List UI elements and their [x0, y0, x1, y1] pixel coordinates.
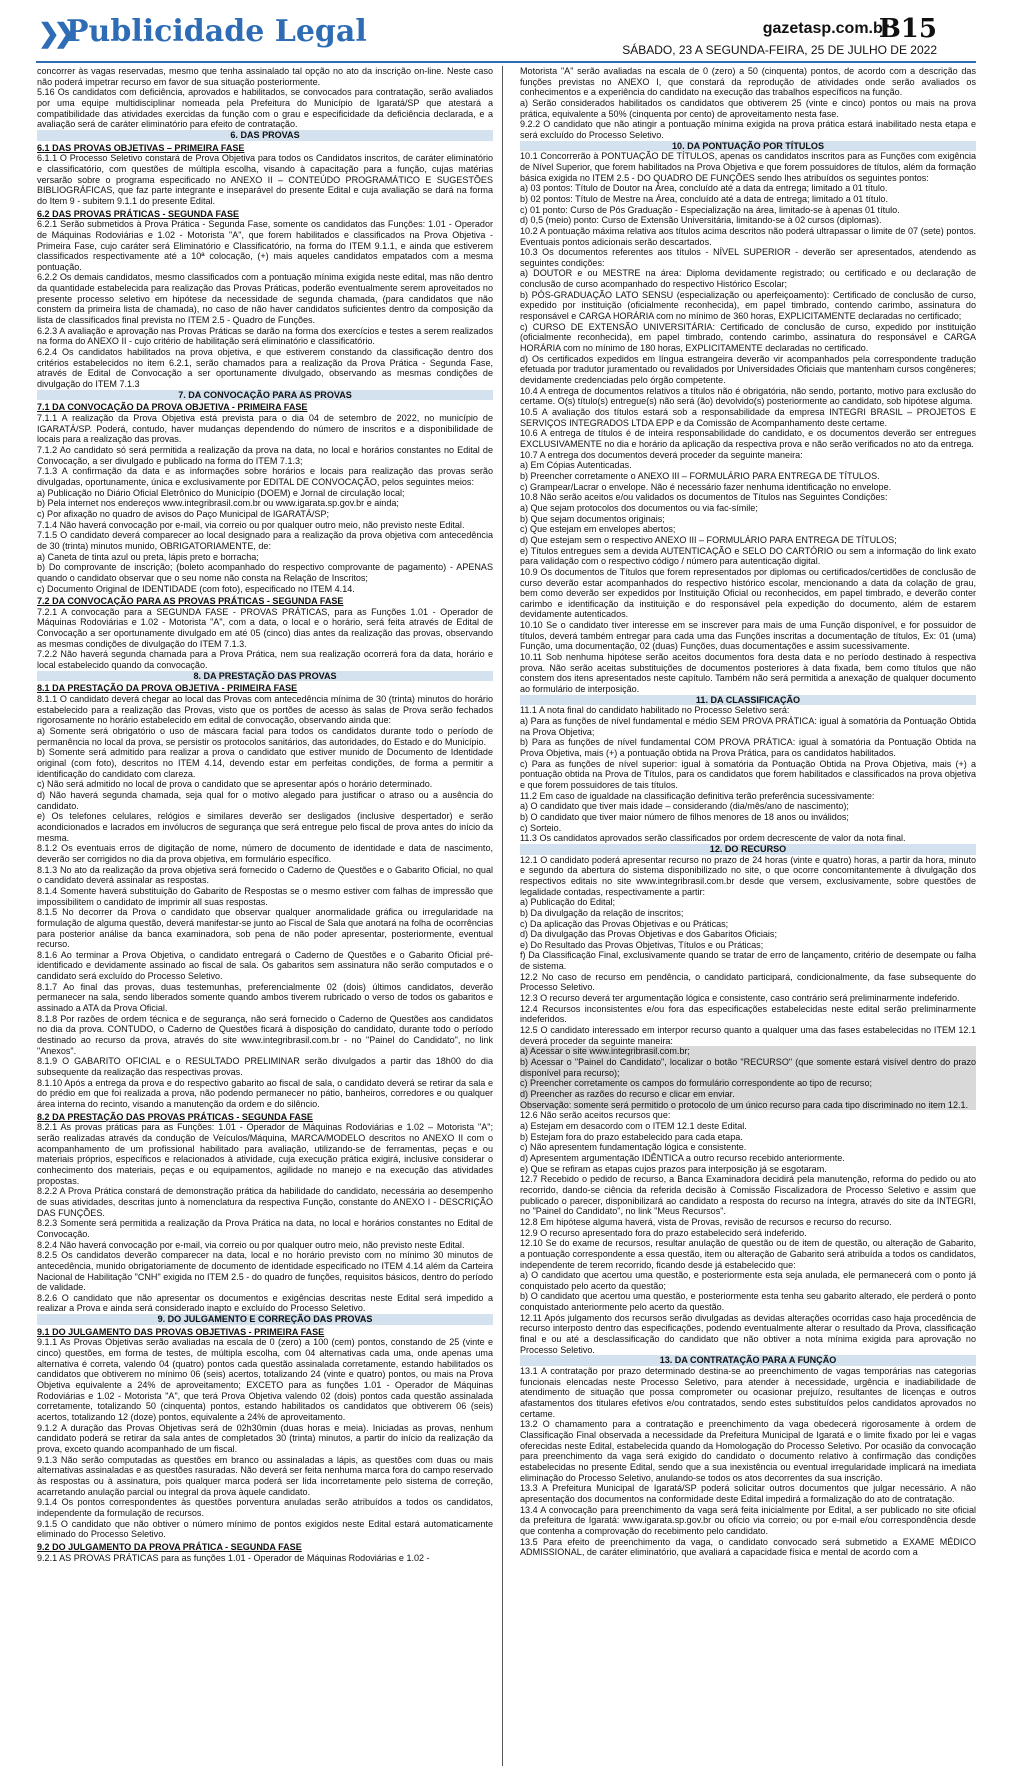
paragraph: 13.4 A convocação para preenchimento da vaga será feita inicialmente por Edital, a ser publicado no site oficial da prefeitura de Igaratá: www.igarata.sp.gov.br ou ofício via correio; ou por e-mail e/ou correspondência desde que contenha a comprovação do recebimento pelo candidato. — [520, 1504, 976, 1536]
paragraph: 9.2.1 AS PROVAS PRÁTICAS para as funções 1.01 - Operador de Máquinas Rodoviárias e 1.02 - — [37, 1552, 430, 1563]
paragraph: d) 0,5 (meio) ponto: Curso de Extensão Universitária, limitando-se à 02 cursos (diplomas). — [520, 215, 882, 226]
paragraph: b) Estejam fora do prazo estabelecido para cada etapa. — [520, 1131, 743, 1142]
paragraph: d) Os certificados expedidos em língua estrangeira deverão vir acompanhados pela correspondente tradução efetuada por tradutor juramentado ou revalidados por Universidades Oficiais que mantenham cursos congêneres; devidamente credenciadas pelo órgão competente. — [520, 353, 976, 386]
paragraph: 9.1.4 Os pontos correspondentes às questões porventura anuladas serão atribuídos a todos os candidatos, independente da formulação de recursos. — [37, 1497, 493, 1518]
section-title: Publicidade Legal — [66, 14, 367, 49]
paragraph: 13.1 A contratação por prazo determinado destina-se ao preenchimento de vagas temporárias nas categorias funcionais elencadas neste Processo Seletivo, para atender à necessidade, urgência e inadiabilidade de atendimento de situação que possa comprometer ou ocasionar prejuízo, resultantes de licenças e outros afastamentos dos titulares efetivos e/ou contratados, sendo estes substituídos pelos candidatos aprovados no certame. — [520, 1366, 976, 1419]
paragraph: 7.2.1 A convocação para a SEGUNDA FASE - PROVAS PRÁTICAS, para as Funções 1.01 - Operador de Máquinas Rodoviárias e 1.02 - Motorista "A", com a data, o local e o horário, será feita através de Edital de Convocação a ser oportunamente divulgado em até 05 (cinco) dias antes da realização das provas, observando as mesmas condições de divulgação do ITEM 7.1.3. — [37, 606, 493, 649]
paragraph: c) Não será admitido no local de prova o candidato que se apresentar após o horário determinado. — [37, 779, 433, 790]
paragraph: 8.2.6 O candidato que não apresentar os documentos e exigências descritas neste Edital será impedido a realizar a Prova e ainda será considerado inapto e excluído do Processo Seletivo. — [37, 1292, 493, 1314]
paragraph: c) 01 ponto: Curso de Pós Graduação - Especialização na área, limitado-se à apenas 01 título. — [520, 204, 900, 215]
section-heading: 13. DA CONTRATAÇÃO PARA A FUNÇÃO — [520, 1355, 976, 1366]
paragraph: a) O candidato que acertou uma questão, e posteriormente esta seja anulada, ele permanecerá com o ponto já conquistado pelo acerto da questão; — [520, 1270, 976, 1291]
paragraph: c) CURSO DE EXTENSÃO UNIVERSITÁRIA: Certificado de conclusão de curso, expedido por instituição (oficialmente reconhecida), em papel timbrado, contendo carimbo, assinatura do responsável e CARGA HORÁRIA com no mínimo de 180 horas, EXPLICITAMENTE declaradas no certificado. — [520, 321, 976, 354]
paragraph: f) Da Classificação Final, exclusivamente quando se tratar de erro de lançamento, critério de desempate ou falha de sistema. — [520, 950, 976, 972]
paragraph: c) Documento Original de IDENTIDADE (com foto), especificado no ITEM 4.14. — [37, 583, 355, 594]
paragraph: 8.1.2 Os eventuais erros de digitação de nome, número de documento de identidade e data de nascimento, deverão ser corrigidos no dia da prova objetiva, em formulário específico. — [37, 843, 493, 864]
paragraph: c) Por afixação no quadro de avisos do Paço Municipal de IGARATÁ/SP; — [37, 508, 329, 519]
paragraph: e) Títulos entregues sem a devida AUTENTICAÇÃO e SELO DO CARTÓRIO ou sem a informação do link exato para validação com o respectivo código / número para autenticação digital. — [520, 545, 976, 567]
paragraph: d) Apresentem argumentação IDÊNTICA a outro recurso recebido anteriormente. — [520, 1152, 845, 1163]
paragraph: e) Que se refiram as etapas cujos prazos para interposição já se esgotaram. — [520, 1163, 827, 1174]
paragraph: a) Somente será obrigatório o uso de máscara facial para todos os candidatos durante todo o período de permanência no local da prova, se persistir os protocolos sanitários, das autoridades, do Estado e do Município. — [37, 726, 493, 747]
chevron-right-icon: ❯❯ — [38, 18, 70, 48]
paragraph: 8.1.10 Após a entrega da prova e do respectivo gabarito ao fiscal de sala, o candidato deverá se retirar da sala e do prédio em que foi realizada a prova, não podendo permanecer no pátio, banheiros, corredores e ou qualquer área interna do recinto, visando a manutenção da ordem e do silêncio. — [37, 1077, 493, 1109]
paragraph: 11.1 A nota final do candidato habilitado no Processo Seletivo será: — [520, 705, 790, 716]
paragraph: 8.2.4 Não haverá convocação por e-mail, via correio ou por qualquer outro meio, não previsto neste Edital. — [37, 1239, 465, 1250]
paragraph: c) Grampear/Lacrar o envelope. Não é necessário fazer nenhuma identificação no envelope. — [520, 481, 892, 492]
paragraph: a) Caneta de tinta azul ou preta, lápis preto e borracha; — [37, 551, 259, 562]
section-heading: 10. DA PONTUAÇÃO POR TÍTULOS — [520, 141, 976, 152]
paragraph: d) Que estejam sem o respectivo ANEXO III – FORMULÁRIO PARA ENTREGA DE TÍTULOS; — [520, 534, 897, 545]
paragraph: 7.1.2 Ao candidato só será permitida a realização da prova na data, no local e horários constantes no Edital de Convocação, a ser divulgado e publicado na forma do ITEM 7.1.3; — [37, 444, 493, 466]
paragraph: a) Publicação no Diário Oficial Eletrônico do Município (DOEM) e Jornal de circulação local; — [37, 487, 405, 498]
paragraph: 7.1.4 Não haverá convocação por e-mail, via correio ou por qualquer outro meio, não previsto neste Edital. — [37, 519, 465, 530]
highlighted-paragraph: d) Preencher as razões do recurso e clicar em enviar. — [520, 1089, 976, 1100]
column-divider — [502, 66, 503, 1766]
paragraph: a) 03 pontos: Título de Doutor na Área, concluído até a data da entrega; limitado a 01 título. — [520, 183, 888, 194]
right-column — [520, 66, 976, 1770]
paragraph: concorrer às vagas reservadas, mesmo que tenha assinalado tal opção no ato da inscrição on-line. Neste caso não poderá impetrar recurso em favor de sua situação posteriormente. — [37, 66, 493, 87]
left-column — [37, 66, 493, 1770]
paragraph: 9.1.1 As Provas Objetivas serão avaliadas na escala de 0 (zero) a 100 (cem) pontos, constando de 25 (vinte e cinco) questões, em forma de testes, de múltipla escolha, com 04 alternativas cada uma, onde apenas uma alternativa é correta, valendo 04 (quatro) pontos cada questão assinalada corretamente, estando habilitados os candidatos que obtiverem no mínimo 06 (seis) acertos, totalizando 24 (vinte e quatro) pontos, ou mais na Prova Objetiva equivalente a 24% de aproveitamento; EXCETO para as funções 1.01 - Operador de Máquinas Rodoviárias e 1.02 - Motorista "A", que terá Prova Objetiva valendo 02 (dois) pontos cada questão assinalada corretamente, totalizando 50 (cinquenta) pontos, estando habilitados os candidatos que obtiverem 06 (seis) acertos, totalizando 12 (doze) pontos, equivalente a 24% de aproveitamento. — [37, 1337, 493, 1423]
paragraph: b) Do comprovante de inscrição; (boleto acompanhado do respectivo comprovante de pagamento) - APENAS quando o candidato observar que o seu nome não consta na Relação de Inscritos; — [37, 562, 493, 583]
paragraph: 12.7 Recebido o pedido de recurso, a Banca Examinadora decidirá pela manutenção, reforma do pedido ou ato recorrido, dando-se ciência da referida decisão à Comissão Fiscalizadora de Processo Seletivo e assim que publicado o parecer, disponibilizará ao candidato a resposta do recurso na íntegra, através do site da INTEGRI, no "Painel do Candidato", no link "Meus Recursos". — [520, 1174, 976, 1217]
paragraph: 6.2.1 Serão submetidos à Prova Prática - Segunda Fase, somente os candidatos das Funções: 1.01 - Operador de Máquinas Rodoviárias e 1.02 - Motorista "A", que forem habilitados e classificados na Prova Objetiva - Primeira Fase, cujo caráter será Eliminatório e Classificatório, na forma do ITEM 9.1.1, e ainda que estiverem classificados respectivamente até a 10ª colocação, (+) mais aqueles candidatos empatados com a mesma pontuação. — [37, 219, 493, 272]
paragraph: 10.4 A entrega de documentos relativos a títulos não é obrigatória, não sendo, portanto, motivo para exclusão do certame. O(s) título(s) entregue(s) não será (ão) devolvido(s) posteriormente ao candidato, sob hipótese alguma. — [520, 385, 976, 407]
page-number: B15 — [878, 14, 937, 44]
paragraph: a) DOUTOR e ou MESTRE na área: Diploma devidamente registrado; ou certificado e ou declaração de conclusão de curso acompanhado do respectivo Histórico Escolar; — [520, 268, 976, 290]
paragraph: b) O candidato que acertou uma questão, e posteriormente esta tenha seu gabarito alterado, ele perderá o ponto conquistado anteriormente pelo acerto da questão. — [520, 1291, 976, 1313]
paragraph: 12.1 O candidato poderá apresentar recurso no prazo de 24 horas (vinte e quatro) horas, a partir da hora, minuto e segundo da abertura do sistema disponibilizado no site, o que ocorre concomitantemente à divulgação dos respectivos editais no site www.integribrasil.com.br desde que versem, exclusivamente, sobre questões de legalidade contadas, respectivamente a partir: — [520, 854, 976, 897]
masthead — [0, 0, 1011, 62]
paragraph: 7.1.1 A realização da Prova Objetiva está prevista para o dia 04 de setembro de 2022, no município de IGARATÁ/SP. Poderá, contudo, haver mudanças dependendo do número de inscritos e a disponibilidade de locais para a realização das provas. — [37, 413, 493, 445]
paragraph: 8.1.4 Somente haverá substituição do Gabarito de Respostas se o mesmo estiver com falhas de impressão que impossibilitem o candidato de imprimir all suas respostas. — [37, 885, 493, 907]
paragraph: c) Da aplicação das Provas Objetivas e ou Práticas; — [520, 918, 729, 929]
subsection-heading: 7.1 DA CONVOCAÇÃO DA PROVA OBJETIVA - PRIMEIRA FASE — [37, 402, 308, 413]
paragraph: 10.9 Os documentos de Títulos que forem representados por diplomas ou certificados/certidões de conclusão de curso deverão estar acompanhados do respectivo histórico escolar, mencionando a data da colação de grau, bem como deverão ser expedidos por Instituição Oficial ou reconhecidos, em papel timbrado, e deverão conter carimbo e identificação da instituição e do responsável pela expedição do documento, além de estarem devidamente autenticados. — [520, 566, 976, 620]
section-heading: 11. DA CLASSIFICAÇÃO — [520, 695, 976, 706]
highlighted-paragraph: c) Preencher corretamente os campos do formulário correspondente ao tipo de recurso; — [520, 1078, 976, 1089]
paragraph: 10.3 Os documentos referentes aos títulos - NÍVEL SUPERIOR - deverão ser apresentados, atendendo as seguintes condições: — [520, 247, 976, 268]
paragraph: 7.2.2 Não haverá segunda chamada para a Prova Prática, nem sua realização ocorrerá fora da data, horário e local estabelecido quando da convocação. — [37, 649, 493, 671]
paragraph: 11.2 Em caso de igualdade na classificação definitiva terão preferência sucessivamente: — [520, 790, 875, 801]
paragraph: d) Da divulgação das Provas Objetivas e dos Gabaritos Oficiais; — [520, 929, 777, 940]
paragraph: 8.2.1 As provas práticas para as Funções: 1.01 - Operador de Máquinas Rodoviárias e 1.02 – Motorista "A"; serão realizadas através da condução de Veículos/Máquina, MARCA/MODELO descritos no ANEXO II com o acompanhamento de um profissional habilitado para avaliação, utilizando-se de ferramentas, peças e ou materiais próprios, específicos e relacionados à atividade, cuja execução prática exigirá, inclusive considerar o conhecimento dos materiais, peças e ou equipamentos, agilidade no manejo e na execução das atividades propostas. — [37, 1122, 493, 1186]
paragraph: e) Do Resultado das Provas Objetivas, Títulos e ou Práticas; — [520, 939, 764, 950]
paragraph: d) Não haverá segunda chamada, seja qual for o motivo alegado para justificar o atraso ou a ausência do candidato. — [37, 789, 493, 811]
paragraph: 12.9 O recurso apresentado fora do prazo estabelecido será indeferido. — [520, 1227, 807, 1238]
paragraph: a) Que sejam protocolos dos documentos ou via fac-símile; — [520, 502, 758, 513]
paragraph: c) Não apresentem fundamentação lógica e consistente. — [520, 1142, 747, 1153]
paragraph: 8.1.5 No decorrer da Prova o candidato que observar qualquer anormalidade gráfica ou irregularidade na formulação de alguma questão, deverá manifestar-se junto ao Fiscal de Sala que anotará na folha de ocorrências para posterior análise da banca examinadora, sob pena de não poder apresentar, posteriormente, eventual recurso. — [37, 907, 493, 950]
paragraph: 9.1.3 Não serão computadas as questões em branco ou assinaladas a lápis, as questões com duas ou mais alternativas assinaladas e as questões rasuradas. Não deverá ser feita nenhuma marca fora do campo reservado às respostas ou à assinatura, pois qualquer marca poderá ser lida incorretamente pelo sistema de correção, acarretando anulação parcial ou integral da prova àquele candidato. — [37, 1454, 493, 1497]
paragraph: 7.1.5 O candidato deverá comparecer ao local designado para a realização da prova objetiva com antecedência de 30 (trinta) minutos munido, OBRIGATORIAMENTE, de: — [37, 530, 493, 551]
paragraph: 8.1.3 No ato da realização da prova objetiva será fornecido o Caderno de Questões e o Gabarito Oficial, no qual o candidato deverá assinalar as respostas. — [37, 864, 493, 886]
paragraph: b) Que sejam documentos originais; — [520, 513, 665, 524]
section-heading: 6. DAS PROVAS — [37, 130, 493, 141]
highlighted-paragraph: a) Acessar o site www.integribrasil.com.br; — [520, 1046, 976, 1057]
paragraph: 6.2.4 Os candidatos habilitados na prova objetiva, e que estiverem constando da classificação dentro dos critérios estabelecidos no item 6.2.1, serão chamados para a realização da Prova Prática - Segunda Fase, através de Edital de Convocação a ser oportunamente divulgado, observando as mesmas condições de divulgação do ITEM 7.1.3 — [37, 347, 493, 390]
header-rule — [36, 61, 976, 63]
paragraph: 12.10 Se do exame de recursos, resultar anulação de questão ou de item de questão, ou alteração de Gabarito, a pontuação correspondente a essa questão, item ou alteração de Gabarito será atribuída a todos os candidatos, independente de terem recorrido, ficando desde já estabelecido que: — [520, 1238, 976, 1270]
paragraph: 13.2 O chamamento para a contratação e preenchimento da vaga obedecerá rigorosamente à ordem de Classificação Final observada a necessidade da Prefeitura Municipal de Igaratá e o limite fixado por lei e vagas oferecidas neste Edital, estabelecida quando da Homologação do Processo Seletivo. Por ocasião da convocação para preenchimento da vaga será exigido do candidato o documento relativo à confirmação das condições estabelecidas no presente Edital, sendo que a sua inexistência ou eventual irregularidade implicará na imediata eliminação do Processo Seletivo, anulando-se todos os atos decorrentes da sua inscrição. — [520, 1419, 976, 1483]
paragraph: 10.2 A pontuação máxima relativa aos títulos acima descritos não poderá ultrapassar o limite de 07 (sete) pontos. Eventuais pontos adicionais serão descartados. — [520, 225, 976, 247]
paragraph: 13.5 Para efeito de preenchimento da vaga, o candidato convocado será submetido a EXAME MÉDICO ADMISSIONAL, de caráter eliminatório, que avaliará a capacidade física e mental de acordo com a — [520, 1536, 976, 1558]
paragraph: c) Sorteio. — [520, 822, 562, 833]
paragraph: 6.2.3 A avaliação e aprovação nas Provas Práticas se darão na forma dos exercícios e testes a serem realizados na forma do ANEXO II - cujo critério de habilitação será eliminatório e classificatório. — [37, 325, 493, 347]
paragraph: a) Publicação do Edital; — [520, 897, 616, 908]
paragraph: 9.1.5 O candidato que não obtiver o número mínimo de pontos exigidos neste Edital estará automaticamente eliminado do Processo Seletivo. — [37, 1518, 493, 1540]
paragraph: b) O candidato que tiver maior número de filhos menores de 18 anos ou inválidos; — [520, 811, 849, 822]
paragraph: 12.2 No caso de recurso em pendência, o candidato participará, condicionalmente, da fase subsequente do Processo Seletivo. — [520, 971, 976, 993]
paragraph: a) O candidato que tiver mais idade – considerando (dia/mês/ano de nascimento); — [520, 801, 849, 812]
subsection-heading: 6.1 DAS PROVAS OBJETIVAS – PRIMEIRA FASE — [37, 142, 245, 153]
paragraph: 11.3 Os candidatos aprovados serão classificados por ordem decrescente de valor da nota final. — [520, 833, 906, 844]
paragraph: 7.1.3 A confirmação da data e as informações sobre horários e locais para realização das provas serão divulgadas, oportunamente, única e exclusivamente por EDITAL DE CONVOCAÇÃO, pelos seguintes meios: — [37, 466, 493, 487]
paragraph: a) Estejam em desacordo com o ITEM 12.1 deste Edital. — [520, 1120, 747, 1131]
paragraph: b) 02 pontos: Título de Mestre na Área, concluído até a data de entrega; limitado a 01 título. — [520, 193, 888, 204]
paragraph: 8.2.2 A Prova Prática constará de demonstração prática da habilidade do candidato, necessária ao desempenho de suas atividades, descritas junto à nomenclatura da respectiva Função, constante do ANEXO I - DESCRIÇÃO DAS FUNÇÕES. — [37, 1186, 493, 1218]
paragraph: 8.1.8 Por razões de ordem técnica e de segurança, não será fornecido o Caderno de Questões aos candidatos no dia da prova. CONTUDO, o Caderno de Questões ficará à disposição do candidato, durante todo o período destinado ao recurso da prova, através do site www.integribrasil.com.br - no "Painel do Candidato", no link "Anexos". — [37, 1013, 493, 1056]
paragraph: b) Da divulgação da relação de inscritos; — [520, 907, 684, 918]
paragraph: 12.4 Recursos inconsistentes e/ou fora das especificações estabelecidas neste edital serão preliminarmente indeferidos. — [520, 1003, 976, 1025]
subsection-heading: 9.1 DO JULGAMENTO DAS PROVAS OBJETIVAS - PRIMEIRA FASE — [37, 1326, 325, 1337]
paragraph: 8.1.9 O GABARITO OFICIAL e o RESULTADO PRELIMINAR serão divulgados a partir das 18h00 do dia subsequente da realização das respectivas provas. — [37, 1056, 493, 1078]
paragraph: 8.2.5 Os candidatos deverão comparecer na data, local e no horário previsto com no mínimo 30 minutos de antecedência, munido obrigatoriamente de documento de identidade especificado no ITEM 4.14 além da Carteira Nacional de Habilitação "CNH" exigida no ITEM 2.5 - do quadro de funções, requisitos básicos, dentro do período de validade. — [37, 1250, 493, 1293]
section-heading: 9. DO JULGAMENTO E CORREÇÃO DAS PROVAS — [37, 1314, 493, 1325]
highlighted-paragraph: b) Acessar o "Painel do Candidato", localizar o botão "RECURSO" (que somente estará visível dentro do prazo disponível para recurso); — [520, 1057, 976, 1078]
subsection-heading: 8.2 DA PRESTAÇÃO DAS PROVAS PRÁTICAS - SEGUNDA FASE — [37, 1111, 313, 1122]
paragraph: a) Serão considerados habilitados os candidatos que obtiverem 25 (vinte e cinco) pontos ou mais na prova prática, equivalente a 50% (cinquenta por cento) de aproveitamento nesta fase. — [520, 97, 976, 119]
paragraph: 10.1 Concorrerão à PONTUAÇÃO DE TÍTULOS, apenas os candidatos inscritos para as Funções com exigência de Nível Superior, que forem habilitados na Prova Objetiva e que forem possuidores de títulos, além da formação básica exigida no ITEM 2.5 - DO QUADRO DE FUNÇÕES sendo lhes atribuídos os seguintes pontos: — [520, 151, 976, 183]
paragraph: 10.8 Não serão aceitos e/ou validados os documentos de Títulos nas Seguintes Condições: — [520, 492, 888, 503]
website-link[interactable]: gazetasp.com.br — [762, 20, 889, 37]
paragraph: 10.7 A entrega dos documentos deverá proceder da seguinte maneira: — [520, 449, 803, 460]
edition-date: SÁBADO, 23 A SEGUNDA-FEIRA, 25 DE JULHO DE 2022 — [622, 43, 937, 57]
paragraph: 10.11 Sob nenhuma hipótese serão aceitos documentos fora desta data e no período destinado à respectiva prova. Não serão aceitas substituições de documentos posteriores à data fixada, bem como títulos que não constem dos itens apresentados neste capítulo. Também não será permitida a anexação de qualquer documento ao formulário de interposição. — [520, 652, 976, 695]
paragraph: b) Somente será admitido para realizar a prova o candidato que estiver munido de Documento de Identidade original (com foto), descritos no ITEM 4.14, devendo estar em perfeitas condições, de forma a permitir a identificação do candidato com clareza. — [37, 747, 493, 779]
paragraph: 9.2.2 O candidato que não atingir a pontuação mínima exigida na prova prática estará inabilitado nesta etapa e será excluído do Processo Seletivo. — [520, 119, 976, 140]
subsection-heading: 8.1 DA PRESTAÇÃO DA PROVA OBJETIVA - PRIMEIRA FASE — [37, 683, 298, 694]
paragraph: b) Preencher corretamente o ANEXO III – FORMULÁRIO PARA ENTREGA DE TÍTULOS. — [520, 470, 880, 481]
section-heading: 7. DA CONVOCAÇÃO PARA AS PROVAS — [37, 390, 493, 401]
paragraph: 9.1.2 A duração das Provas Objetivas será de 02h30min (duas horas e meia). Iniciadas as provas, nenhum candidato poderá se retirar da sala antes de completados 30 (trinta) minutos, a partir do início da realização da prova, exceto quando acompanhado de um fiscal. — [37, 1422, 493, 1454]
paragraph: 12.5 O candidato interessado em interpor recurso quanto a qualquer uma das fases estabelecidas no ITEM 12.1 deverá proceder da seguinte maneira: — [520, 1025, 976, 1046]
paragraph: 8.1.6 Ao terminar a Prova Objetiva, o candidato entregará o Caderno de Questões e o Gabarito Oficial pré-identificado e devidamente assinado ao fiscal de sala. Os gabaritos sem assinatura não serão computados e o candidato será excluído do Processo Seletivo. — [37, 949, 493, 982]
paragraph: 12.8 Em hipótese alguma haverá, vista de Provas, revisão de recursos e recurso do recurso. — [520, 1216, 892, 1227]
section-heading: 8. DA PRESTAÇÃO DAS PROVAS — [37, 671, 493, 682]
paragraph: 6.2.2 Os demais candidatos, mesmo classificados com a pontuação mínima exigida neste edital, mas não dentro da quantidade estabelecida para realização das Provas Práticas, poderão eventualmente serem aproveitados no presente processo seletivo em hipótese da necessidade de segunda chamada, (para candidatos que não constem da primeira lista de chamada), no caso de não haver candidatos suficientes dentro da composição da lista de classificados final prevista no ITEM 2.5 - Quadro de Funções. — [37, 272, 493, 326]
paragraph: 10.10 Se o candidato tiver interesse em se inscrever para mais de uma Função disponível, e for possuidor de títulos, deverá também entregar para cada uma das Funções inscritas a documentação de títulos, Ex: 01 (uma) Função, uma documentação, 02 (duas) Funções, duas documentações e assim sucessivamente. — [520, 620, 976, 652]
paragraph: a) Para as funções de nível fundamental e médio SEM PROVA PRÁTICA: igual à somatória da Pontuação Obtida na Prova Objetiva; — [520, 716, 976, 737]
paragraph: b) Para as funções de nível fundamental COM PROVA PRÁTICA: igual à somatória da Pontuação Obtida na Prova Objetiva, mais (+) a pontuação obtida na Prova Prática, para os candidatos habilitados. — [520, 737, 976, 758]
paragraph: 12.3 O recurso deverá ter argumentação lógica e consistente, caso contrário será preliminarmente indeferido. — [520, 993, 960, 1004]
paragraph: c) Que estejam em envelopes abertos; — [520, 524, 676, 535]
paragraph: 5.16 Os candidatos com deficiência, aprovados e habilitados, se convocados para contratação, serão avaliados por uma equipe multidisciplinar nomeada pela Prefeitura do Município de Igaratá/SP que atestará a compatibilidade das atividades exercidas da função com o grau e especificidade da deficiência declarada, e a avaliação será de caráter eliminatório para efeito de contratação. — [37, 87, 493, 130]
paragraph: c) Para as funções de nível superior: igual à somatória da Pontuação Obtida na Prova Objetiva, mais (+) a pontuação obtida na Prova de Títulos, para os candidatos que forem habilitados e classificados na prova objetiva e que forem possuidores de tais títulos. — [520, 758, 976, 790]
paragraph: 10.5 A avaliação dos títulos estará sob a responsabilidade da empresa INTEGRI BRASIL – PROJETOS E SERVIÇOS INTEGRADOS LTDA EPP e da Comissão de Acompanhamento deste certame. — [520, 407, 976, 428]
paragraph: 13.3 A Prefeitura Municipal de Igaratá/SP poderá solicitar outros documentos que julgar necessário. A não apresentação dos documentos na conformidade deste Edital impedirá a formalização do ato de contratação. — [520, 1483, 976, 1504]
paragraph: 12.11 Após julgamento dos recursos serão divulgadas as devidas alterações ocorridas caso haja procedência de recurso interposto dentro das especificações, podendo eventualmente alterar o resultado da Prova, classificação final e ou até a desclassificação do candidato que não obtiver a nota mínima exigida para aprovação no Processo Seletivo. — [520, 1312, 976, 1355]
paragraph: Motorista "A" serão avaliadas na escala de 0 (zero) a 50 (cinquenta) pontos, de acordo com a descrição das funções previstas no ANEXO I, que constará da reprodução de atividades onde serão avaliados os conhecimentos e a experiência do candidato na execução das trabalhos específicos na função. — [520, 66, 976, 98]
paragraph: 10.6 A entrega de títulos é de inteira responsabilidade do candidato, e os documentos deverão ser entregues EXCLUSIVAMENTE no dia e horário da aplicação da respectiva prova e não serão verificados no ato da entrega. — [520, 428, 976, 449]
section-heading: 12. DO RECURSO — [520, 844, 976, 855]
paragraph: 6.1.1 O Processo Seletivo constará de Prova Objetiva para todos os Candidatos inscritos, de caráter eliminatório e classificatório, com questões de múltipla escolha, visando à capacitação para a função, cujas matérias versarão sobre o programa especificado no ANEXO II – CONTEÚDO PROGRAMÁTICO E SUGESTÕES BIBLIOGRÁFICAS, que faz parte integrante e inseparável do presente Edital e cuja avaliação se dará na forma do Item 9 - subitem 9.1.1 do presente Edital. — [37, 153, 493, 206]
paragraph: 8.2.3 Somente será permitida a realização da Prova Prática na data, no local e horários constantes no Edital de Convocação. — [37, 1218, 493, 1239]
paragraph: 12.6 Não serão aceitos recursos que: — [520, 1110, 671, 1121]
paragraph: e) Os telefones celulares, relógios e similares deverão ser desligados (inclusive despertador) e serão acondicionados e lacrados em invólucros de segurança que será entregue pelo fiscal de prova antes do início da mesma. — [37, 811, 493, 843]
paragraph: 8.1.1 O candidato deverá chegar ao local das Provas com antecedência mínima de 30 (trinta) minutos do horário estabelecido para a realização das Provas, visto que os portões de acesso às salas de Prova serão fechados rigorosamente no horário estabelecido em edital de convocação, observando ainda que: — [37, 694, 493, 726]
paragraph: b) PÓS-GRADUAÇÃO LATO SENSU (especialização ou aperfeiçoamento): Certificado de conclusão de curso, expedido por instituição (oficialmente reconhecida), em papel timbrado, contendo carimbo, assinatura do responsável e CARGA HORÁRIA com no mínimo de 360 horas, EXPLICITAMENTE declaradas no certificado; — [520, 289, 976, 322]
highlighted-paragraph: Observação: somente será permitido o protocolo de um único recurso para cada tipo discriminado no item 12.1. — [520, 1100, 976, 1111]
subsection-heading: 6.2 DAS PROVAS PRÁTICAS - SEGUNDA FASE — [37, 208, 240, 219]
paragraph: 8.1.7 Ao final das provas, duas testemunhas, preferencialmente 02 (dois) últimos candidatos, deverão permanecer na sala, sendo liberados somente quando ambos tiverem rubricado o verso de todos os gabaritos e assinado a ATA da Prova Oficial. — [37, 981, 493, 1014]
subsection-heading: 9.2 DO JULGAMENTO DA PROVA PRÁTICA - SEGUNDA FASE — [37, 1541, 302, 1552]
paragraph: a) Em Cópias Autenticadas. — [520, 460, 632, 471]
paragraph: b) Pela internet nos endereços www.integribrasil.com.br ou www.igarata.sp.gov.br e ainda; — [37, 498, 399, 509]
subsection-heading: 7.2 DA CONVOCAÇÃO PARA AS PROVAS PRÁTICAS - SEGUNDA FASE — [37, 596, 344, 607]
